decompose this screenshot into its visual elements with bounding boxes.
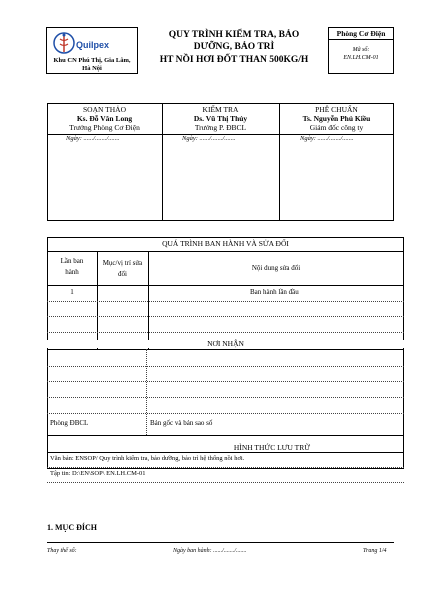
approval-name-approved: Ts. Nguyễn Phú Kiều — [302, 114, 371, 123]
approval-role-approved: PHÊ CHUẨN — [315, 105, 358, 114]
doc-title-line3: HT NỒI HƠI ĐỐT THAN 500KG/H — [159, 55, 309, 65]
storage-line-2 — [47, 482, 404, 483]
doc-title-line2: DƯỠNG, BẢO TRÌ — [193, 42, 275, 52]
recipients-title: NƠI NHẬN — [47, 340, 404, 348]
approval-name-checked: Ds. Vũ Thị Thủy — [193, 114, 248, 123]
footer-page: Trang 1/4 — [363, 548, 387, 554]
storage-title-line — [47, 452, 404, 453]
footer-replace: Thay thế số: — [47, 548, 77, 554]
footer-rule — [47, 542, 394, 543]
approval-date-drafted: Ngày: ....../......./....... — [66, 135, 120, 142]
recipients-line-4 — [47, 413, 404, 414]
approval-date-checked: Ngày: ....../......./....... — [182, 135, 236, 142]
storage-title: HÌNH THỨC LƯU TRỮ — [233, 443, 311, 452]
revision-end-line — [47, 349, 404, 350]
revision-title-line — [47, 251, 404, 252]
approval-position-checked: Trưởng P. ĐBCL — [194, 123, 247, 132]
code-label: Mã số: — [352, 47, 370, 53]
recipients-divider — [146, 349, 147, 435]
revision-row-content: Ban hành lần đầu — [250, 288, 299, 296]
recipients-line-1 — [47, 366, 404, 367]
footer-issued: Ngày ban hành: ....../......./....... — [173, 548, 247, 554]
revision-row-line-3 — [47, 332, 404, 333]
col-issue-line1: Lần ban — [60, 257, 84, 265]
col-section-line1: Mục/vị trí sửa — [102, 259, 143, 267]
company-address-line2: Hà Nội — [82, 65, 102, 72]
approval-position-approved: Giám đốc công ty — [309, 123, 364, 132]
storage-data-file: Tập tin: D:\EN\SOP\ EN.LH.CM-01 — [50, 470, 146, 477]
approval-name-drafted: Ks. Đỗ Văn Long — [76, 114, 133, 123]
storage-line-1 — [47, 467, 404, 468]
revision-row-line-1 — [47, 301, 404, 302]
recipients-end-line — [47, 435, 404, 436]
code-value: EN.LH.CM-01 — [343, 55, 379, 61]
section-1-heading: 1. MỤC ĐÍCH — [47, 523, 97, 532]
approval-role-drafted: SOẠN THẢO — [83, 105, 126, 114]
revision-row-issue: 1 — [70, 288, 74, 296]
col-content-header: Nội dung sửa đổi — [251, 264, 301, 272]
recipient-desc: Bản gốc và bản sao số — [150, 419, 213, 427]
department-name: Phòng Cơ Điện — [336, 29, 386, 38]
col-section-line2: đổi — [118, 270, 127, 278]
recipients-line-2 — [47, 381, 404, 382]
storage-text-file: Văn bản: ENSOP/ Quy trình kiểm tra, bảo dưỡng, bảo trì hệ thống nồi hơi. — [50, 455, 245, 462]
company-address-line1: Khu CN Phú Thị, Gia Lâm, — [53, 57, 131, 64]
company-logo — [52, 31, 132, 55]
approval-date-approved: Ngày: ....../......./....... — [300, 135, 354, 142]
approval-position-drafted: Trưởng Phòng Cơ Điện — [69, 123, 140, 132]
recipients-line-3 — [47, 397, 404, 398]
approval-role-checked: KIỂM TRA — [202, 105, 239, 114]
dept-box-divider — [328, 39, 394, 40]
logo-text: Quilpex — [76, 40, 110, 50]
col-issue-line2: hành — [65, 268, 79, 276]
revision-header-line — [47, 285, 404, 286]
doc-title-line1: QUY TRÌNH KIỂM TRA, BẢO — [168, 30, 300, 40]
recipient-name: Phòng ĐBCL — [50, 419, 89, 427]
revision-title: QUÁ TRÌNH BAN HÀNH VÀ SỬA ĐỔI — [162, 239, 289, 248]
revision-row-line-2 — [47, 316, 404, 317]
